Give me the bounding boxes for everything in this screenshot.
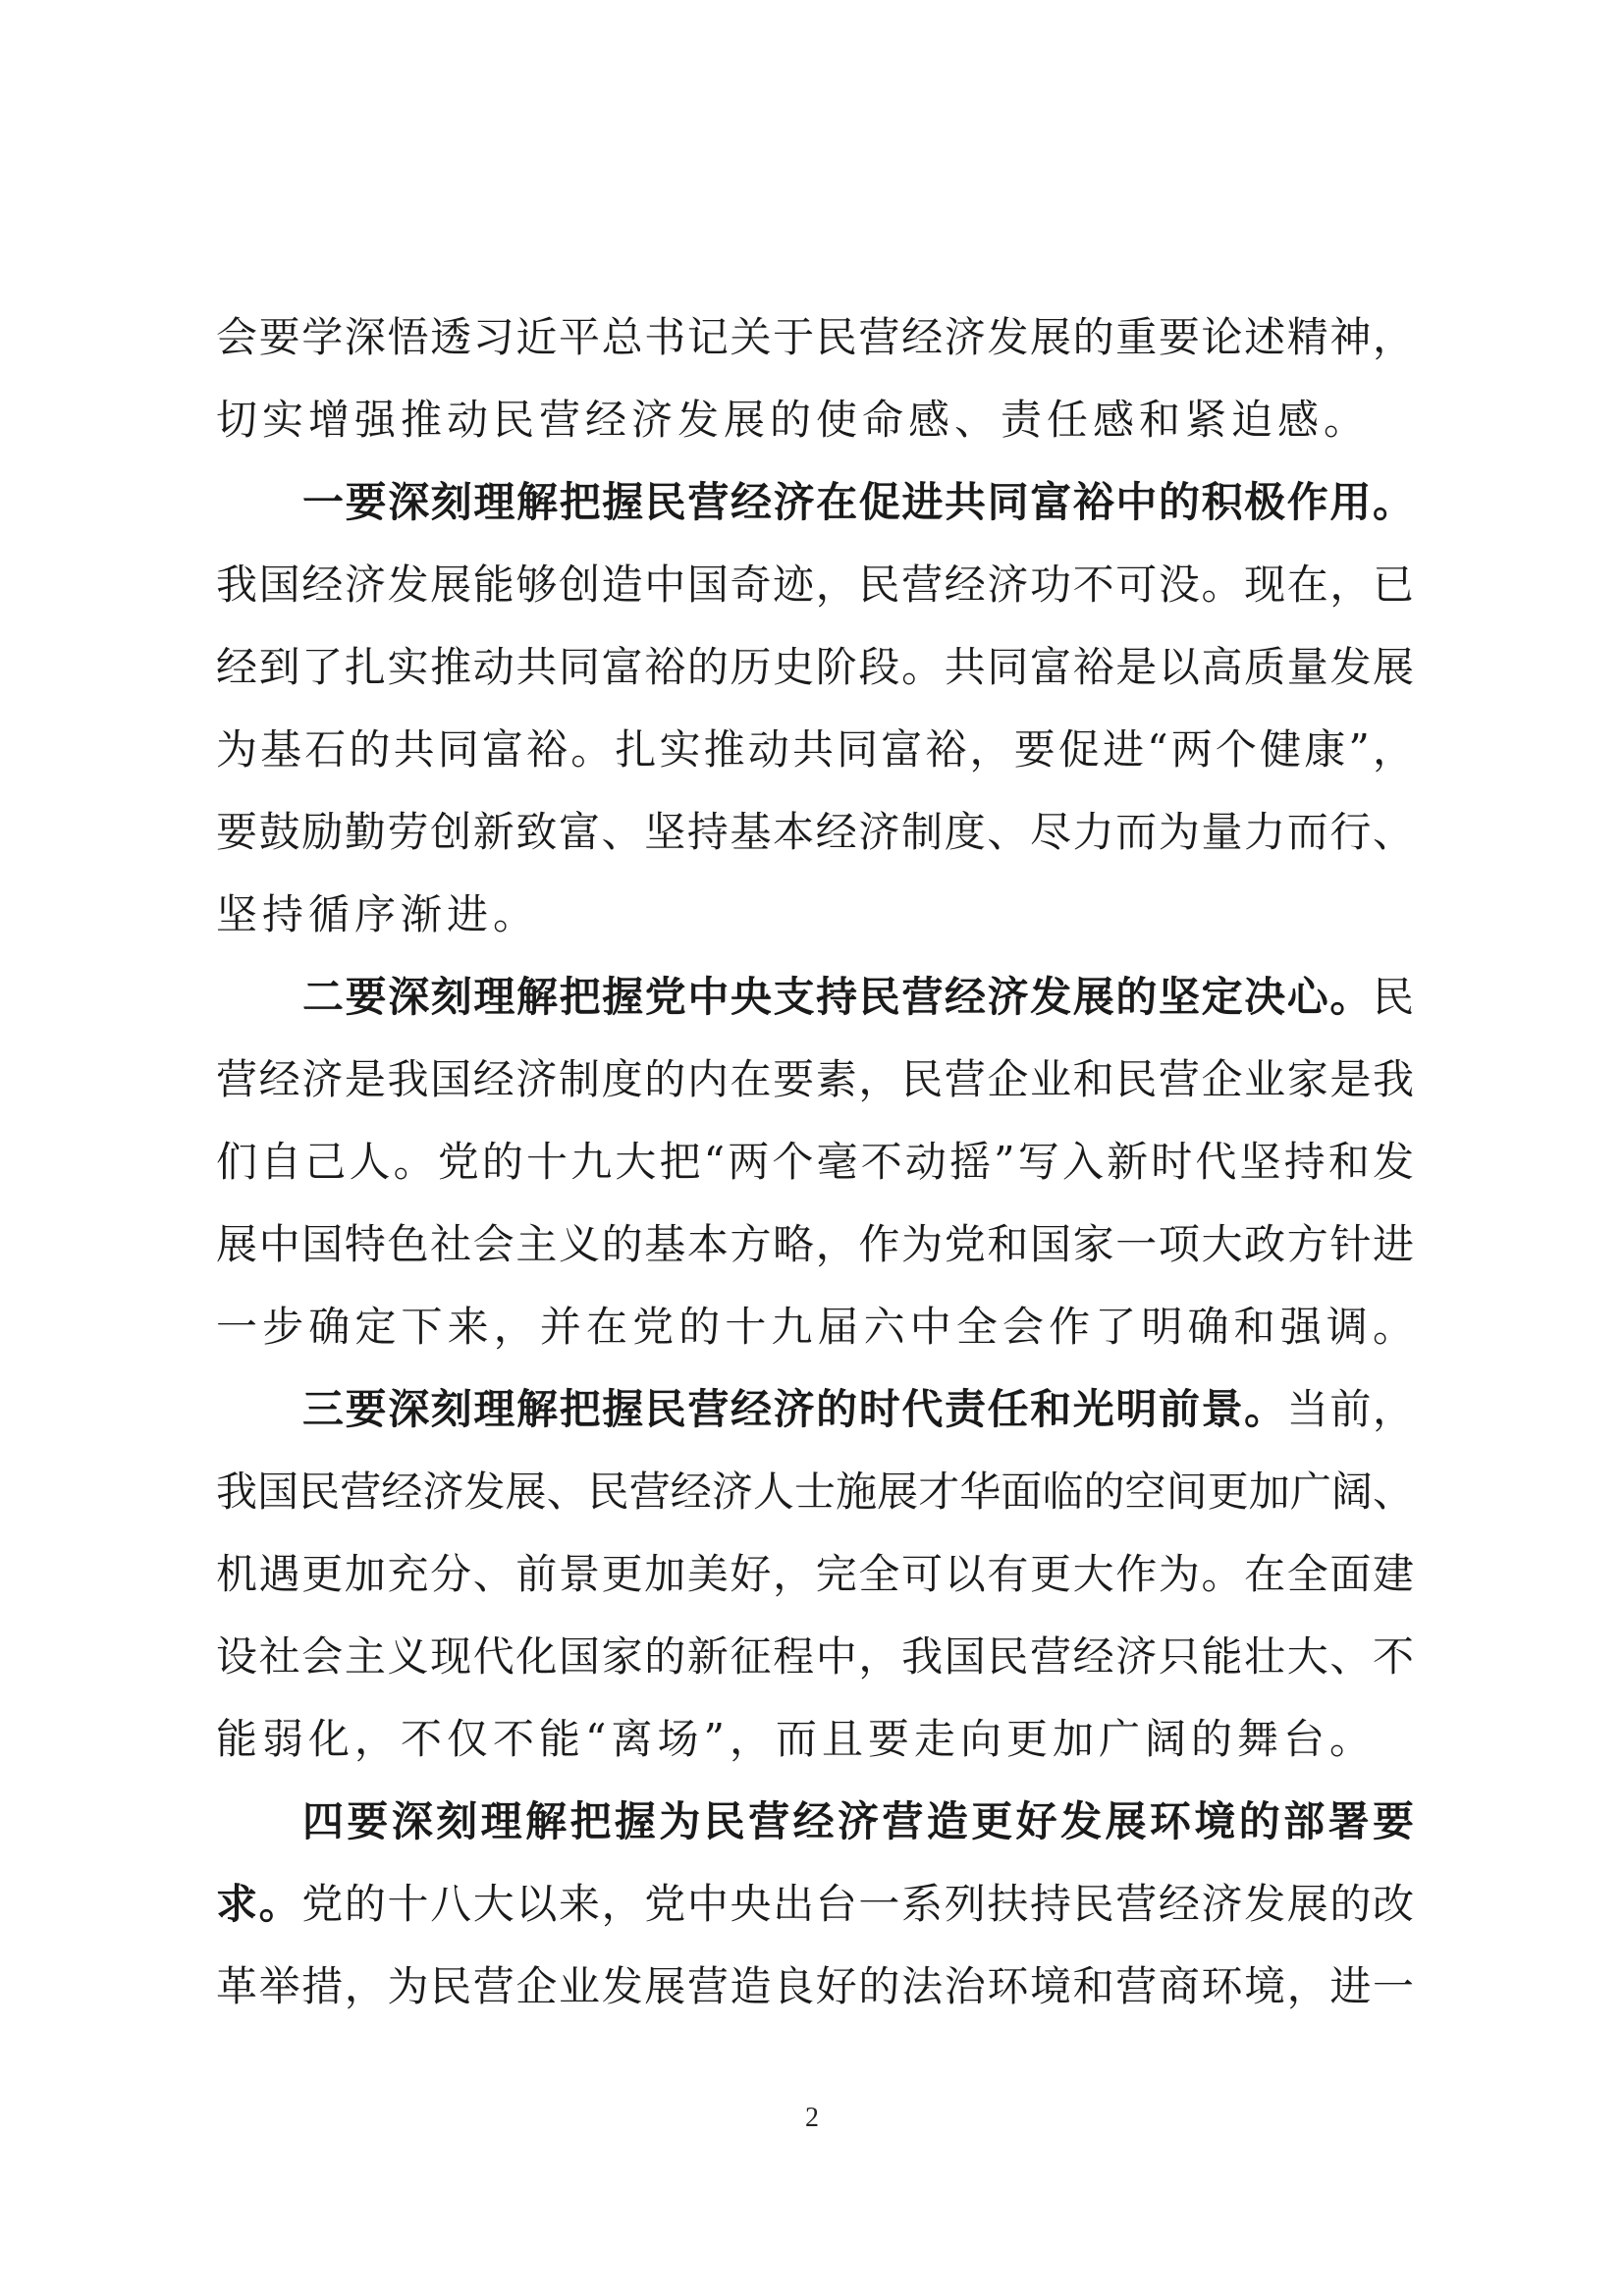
text-line — [216, 296, 1414, 379]
line-text: 经到了扎实推动共同富裕的历史阶段。共同富裕是以高质量发展 — [216, 643, 1414, 691]
text-line — [216, 709, 1414, 791]
line-text: 会要学深悟透习近平总书记关于民营经济发展的重要论述精神， — [216, 313, 1414, 361]
section-heading: 三要深刻理解把握民营经济的时代责任和光明前景。 — [302, 1385, 1287, 1433]
line-text: 切实增强推动民营经济发展的使命感、责任感和紧迫感。 — [216, 396, 1371, 444]
line-text: 设社会主义现代化国家的新征程中，我国民营经济只能壮大、不 — [216, 1632, 1414, 1681]
text-line — [216, 1698, 1414, 1781]
line-text: 机遇更加充分、前景更加美好，完全可以有更大作为。在全面建 — [216, 1550, 1414, 1598]
line-text: 我国经济发展能够创造中国奇迹，民营经济功不可没。现在，已 — [216, 561, 1414, 609]
text-line — [216, 1451, 1414, 1533]
text-line — [216, 1368, 1414, 1451]
line-text: 一步确定下来，并在党的十九届六中全会作了明确和强调。 — [216, 1303, 1414, 1351]
text-line — [216, 1039, 1414, 1121]
section-heading: 求。 — [216, 1880, 302, 1928]
section-heading: 二要深刻理解把握党中央支持民营经济发展的坚定决心。 — [302, 973, 1373, 1021]
text-line — [216, 791, 1414, 874]
text-line — [216, 1781, 1414, 1863]
line-text: 当前， — [1286, 1385, 1414, 1433]
line-text: 展中国特色社会主义的基本方略，作为党和国家一项大政方针进 — [216, 1220, 1414, 1268]
line-text: 要鼓励勤劳创新致富、坚持基本经济制度、尽力而为量力而行、 — [216, 808, 1414, 856]
text-line — [216, 379, 1414, 461]
body-text — [216, 296, 1414, 2028]
line-text: 坚持循序渐进。 — [216, 890, 540, 938]
text-line — [216, 1121, 1414, 1203]
line-text: 能弱化，不仅不能“离场”，而且要走向更加广阔的舞台。 — [216, 1715, 1376, 1763]
text-line — [216, 1533, 1414, 1616]
text-line — [216, 461, 1414, 544]
line-text: 我国民营经济发展、民营经济人士施展才华面临的空间更加广阔、 — [216, 1468, 1414, 1516]
page-number: 2 — [805, 2103, 819, 2133]
text-line — [216, 544, 1414, 626]
text-line — [216, 1863, 1414, 1946]
line-text: 营经济是我国经济制度的内在要素，民营企业和民营企业家是我 — [216, 1055, 1414, 1103]
text-line — [216, 874, 1414, 956]
text-line — [216, 626, 1414, 709]
text-line — [216, 1286, 1414, 1368]
line-text: 党的十八大以来，党中央出台一系列扶持民营经济发展的改 — [301, 1880, 1414, 1928]
line-text: 为基石的共同富裕。扎实推动共同富裕，要促进“两个健康”， — [216, 725, 1414, 774]
section-heading: 一要深刻理解把握民营经济在促进共同富裕中的积极作用。 — [302, 478, 1414, 526]
text-line — [216, 1946, 1414, 2028]
line-text: 革举措，为民营企业发展营造良好的法治环境和营商环境，进一 — [216, 1962, 1414, 2010]
text-line — [216, 956, 1414, 1039]
line-text: 们自己人。党的十九大把“两个毫不动摇”写入新时代坚持和发 — [216, 1138, 1414, 1186]
text-line — [216, 1203, 1414, 1286]
section-heading: 四要深刻理解把握为民营经济营造更好发展环境的部署要 — [302, 1797, 1414, 1845]
line-text: 民 — [1372, 973, 1414, 1021]
text-line — [216, 1616, 1414, 1698]
